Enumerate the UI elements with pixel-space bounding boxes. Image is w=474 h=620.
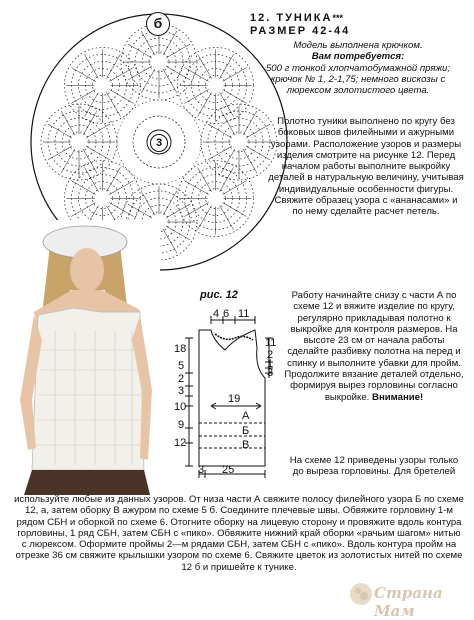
schema-inner-dim: 19 [228,393,241,405]
schema-left-dim: 10 [174,401,187,413]
collar-paragraph: На схеме 12 приведены узоры только до выреза горловины. Для бретелей [289,455,459,478]
schema-left-dim: 18 [174,343,187,355]
intro-block [252,40,464,96]
difficulty-stars: *** [332,13,343,23]
attention-label: Внимание! [372,391,424,403]
work-paragraph [283,290,465,403]
intro-line: Модель выполнена крючком. [293,40,423,51]
watermark [348,580,468,620]
model-photo [10,220,160,495]
materials-text: 500 г тонкой хлопчатобумажной пряжи; крючок № 1, 2-1,75; немного вискозы с люрексом золотистого цвета. [265,62,451,97]
bottom-paragraph: используйте любые из данных узоров. От низа части А свяжите полосу филейного узора Б по схеме 12, а, затем оборку В ажуром по схеме 5 б. Соедините плечевые швы. Обвяжите горловину 1-м рядом СБН и оборкой по схеме 6. Отогните оборку на лицевую сторону и провяжите вдоль контура горловины, 1 ряд СБН, затем СБН с «пико». Обвяжите нижний край оборки «рачьим шагом» нитью с люрексом. Оформите проймы 2—м рядами СБН, затем СБН с «пико». Вдоль контура пройм на отрезке 36 см свяжите крылышки узором по схеме 6. Свяжите цветок из золотистых нитей по схеме 12 б и пришейте к тунике. [14,494,464,573]
size-label: РАЗМЕР [250,25,308,37]
motif-center-label: 3 [150,134,168,152]
article-title: ТУНИКА [276,12,333,24]
schema-bottom-dim: 25 [222,464,235,476]
schema-top-dim: 11 [238,308,250,320]
work-text: Работу начинайте снизу с части А по схеме 12 и вяжите изделие по кругу, регулярно прикладывая полотно к выкройке для контроля размеров. На высоте 23 см от начала работы сделайте разбивку полотна на перед и спинку и выполните убавки для пройм. Продолжите вязание деталей отдельно, формируя вырез горловины согласно выкройке. [284,290,464,403]
schema-top-dim: 6 [223,308,230,320]
schema-right-dim: 1 [267,358,274,370]
schema-section-label: Б [242,425,250,437]
schema-top-dim: 4 [213,308,220,320]
article-number: 12. [250,12,272,24]
schema-left-dim: 5 [178,360,185,372]
description-paragraph: Полотно туники выполнено по кругу без боковых швов филейными и ажурными узорами. Расположение узоров и размеры изделия смотрите на рисунке 12. Перед началом работы выполните выкройку деталей в натуральную величину, учитывая индивидуальные особенности фигуры. Свяжите образец узора с «ананасами» и по нему сделайте расчет петель. [268,116,464,218]
schema-section-label: А [242,410,250,422]
schema-section-label: В [242,439,250,451]
figure-title: рис. 12 [200,289,238,301]
schema-left-dim: 12 [174,437,187,449]
schema-right-dim: 3 [267,367,274,379]
article-header [250,12,465,38]
materials-label: Вам потребуется: [311,51,405,63]
motif-circle-label: б [146,12,170,36]
motif-petal [201,104,277,180]
watermark-text: Страна Мам [374,584,443,620]
schema-bottom-dim: 3 [198,464,205,476]
motif-petal [178,47,254,123]
schema-right-dim: 2 [267,349,274,361]
watermark-logo-icon [348,581,374,607]
schema-right-dim: 11 [265,337,277,349]
schema-left-dim: 2 [178,373,185,385]
schema-left-dim: 3 [178,385,185,397]
motif-petal [64,47,140,123]
schema-left-dim: 9 [178,419,185,431]
size-value: 42-44 [312,25,351,37]
